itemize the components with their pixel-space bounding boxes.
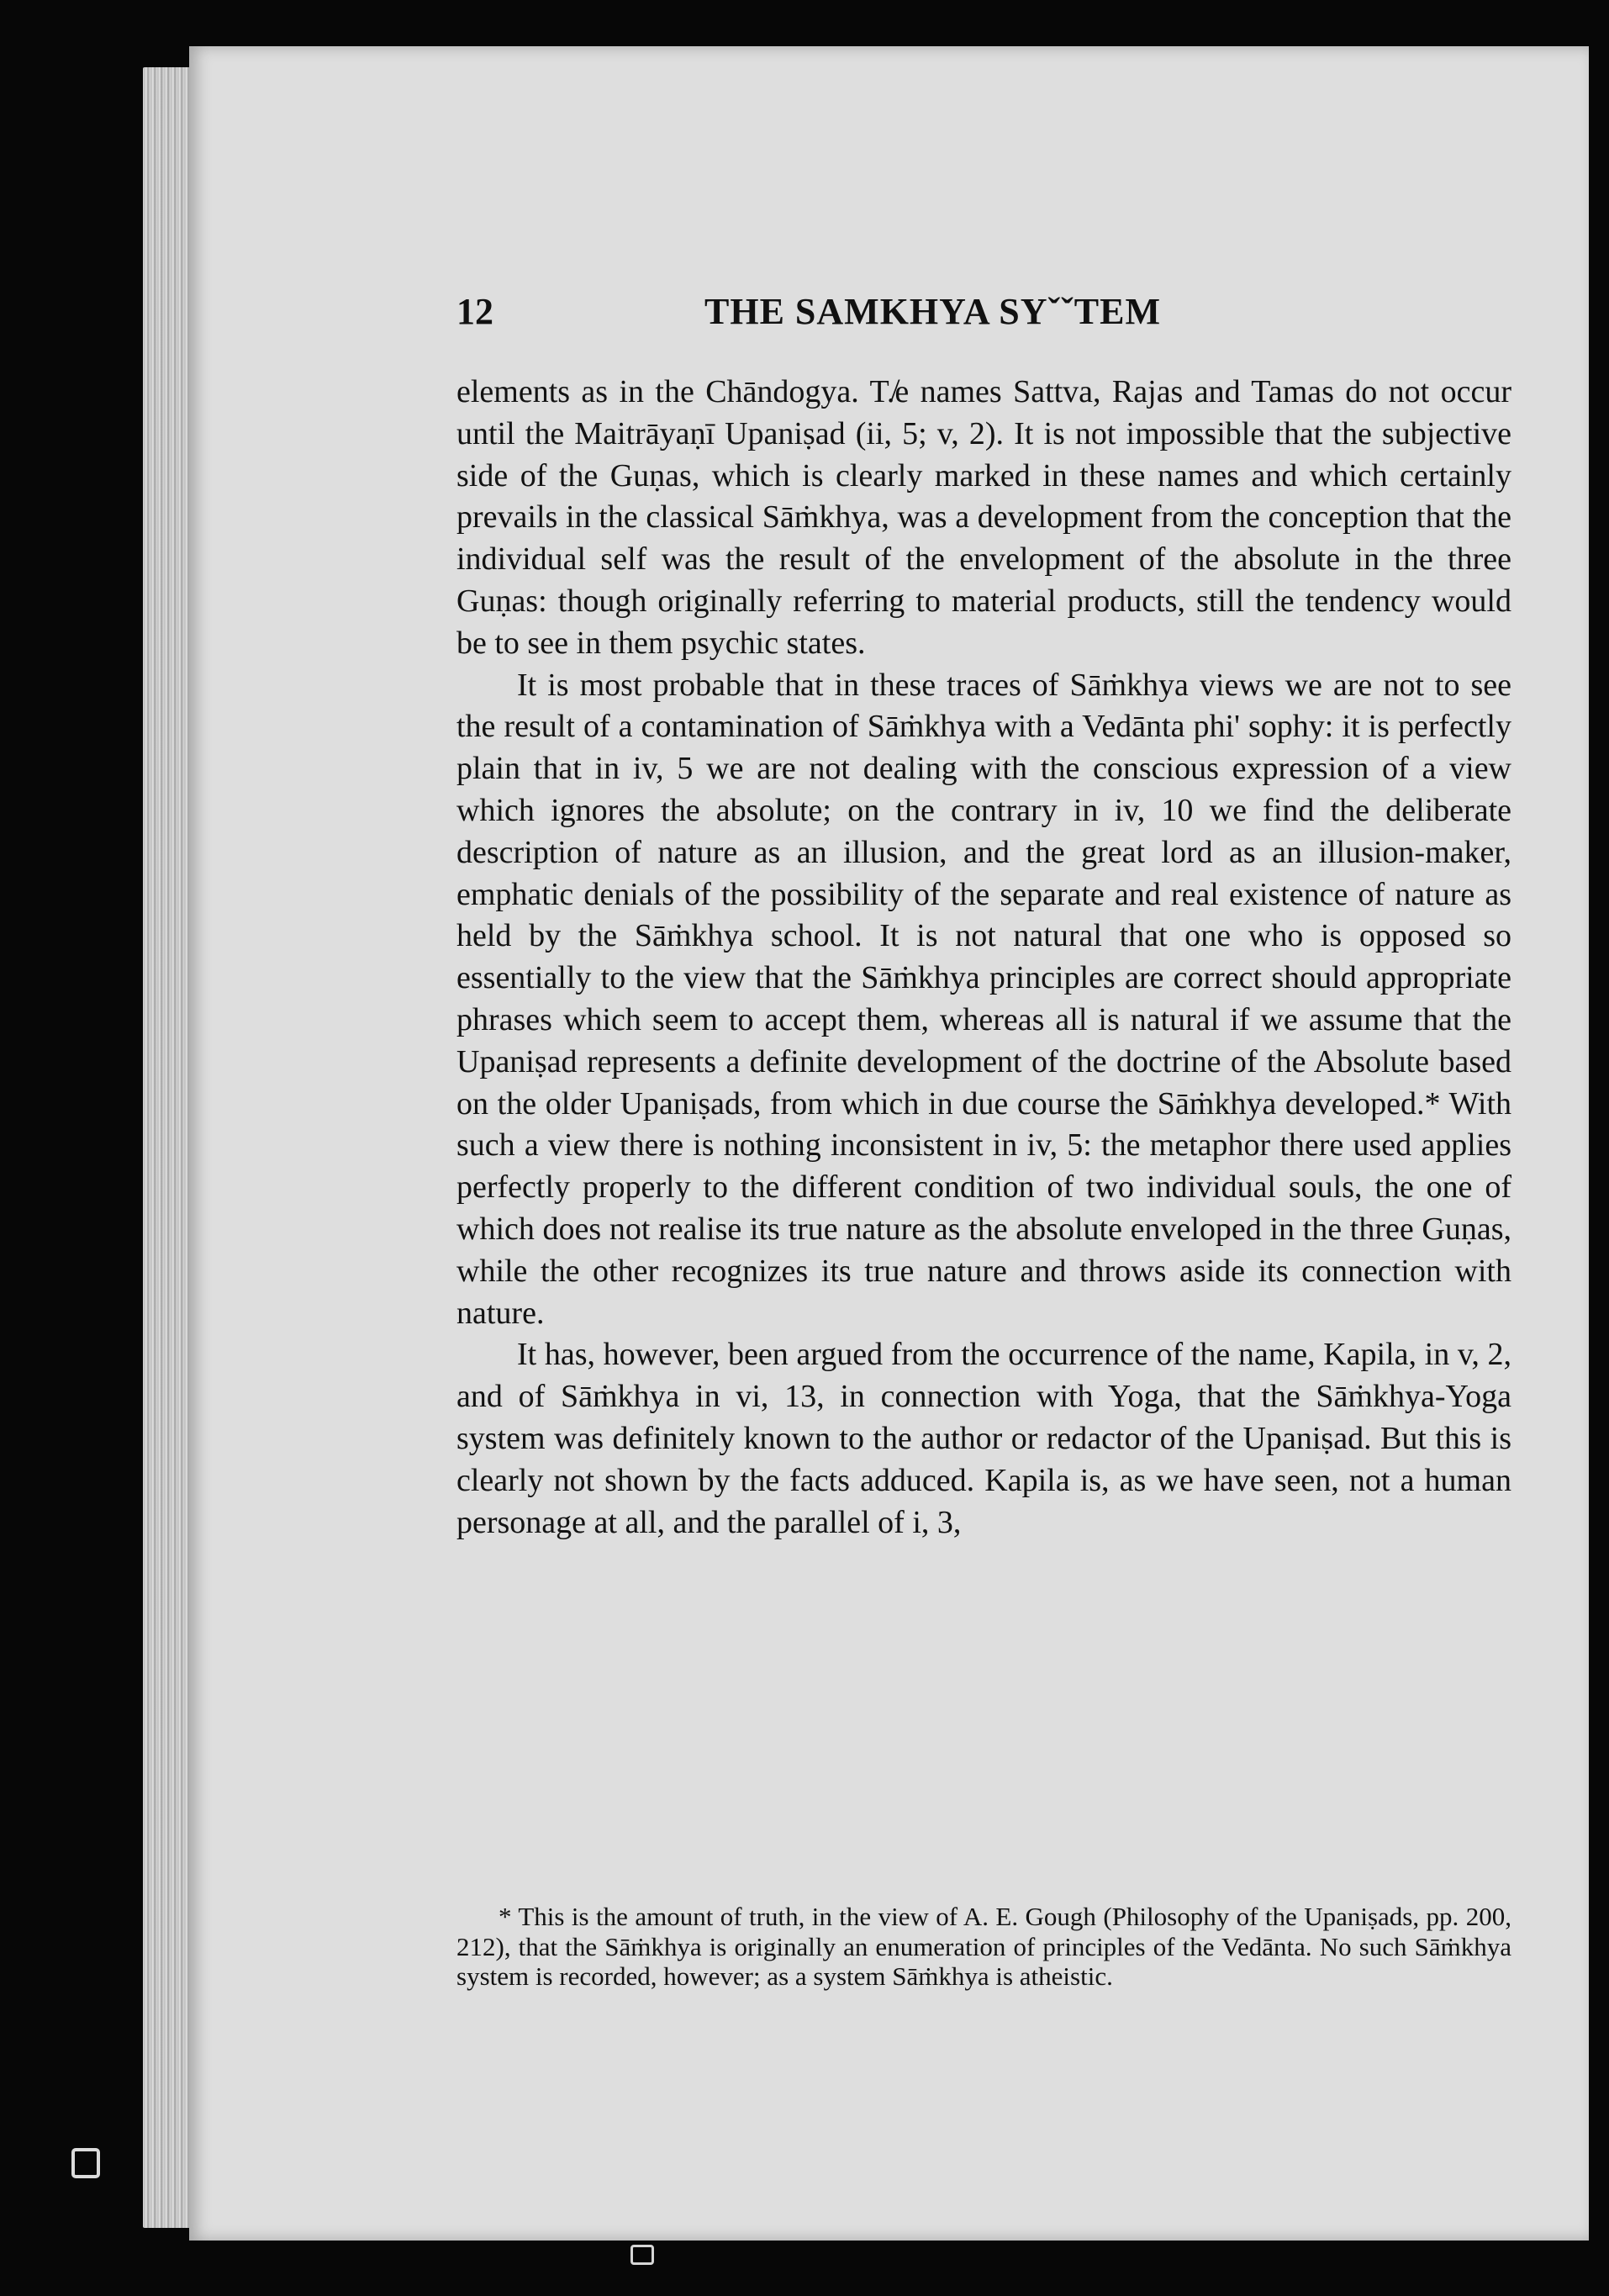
paragraph-2: It is most probable that in these traces of Sāṁkhya views we are not to see the result of a contamination of Sāṁkhya with a Vedānta phi' sophy: it is perfectly plain that in iv, 5 we are not dealing with the conscious expression of a view which ignores the absolute; on the contrary in iv, 10 we find the deliberate description of nature as an illusion, and the great lord as an illusion-maker, emphatic denials of the possibility of the separate and real existence of nature as held by the Sāṁkhya school. It is not natural that one who is opposed so essentially to the view that the Sāṁkhya principles are correct should appropriate phrases which seem to accept them, whereas all is natural if we assume that the Upaniṣad represents a definite development of the doctrine of the Absolute based on the older Upaniṣads, from which in due course the Sāṁkhya developed.* With such a view there is nothing inconsistent in iv, 5: the metaphor there used applies perfectly properly to the different condition of two individual souls, the one of which does not realise its true nature as the absolute enveloped in the three Guṇas, while the other recognizes its true nature and throws aside its connection with nature.	[456, 667, 1511, 1331]
scan-mark-icon	[630, 2245, 654, 2265]
paragraph-1: elements as in the Chāndogya. T.̸e names Sattva, Rajas and Tamas do not occur until the Maitrāyaṇī Upaniṣad (ii, 5; v, 2). It is not impossible that the subjective side of the Guṇas, which is clearly marked in these names and which certainly prevails in the classical Sāṁkhya, was a development from the conception that the individual self was the result of the envelopment of the absolute in the three Guṇas: though originally referring to material products, still the tendency would be to see in them psychic states.	[456, 374, 1511, 661]
paragraph-3: It has, however, been argued from the occurrence of the name, Kapila, in v, 2, and of Sāṁkhya in vi, 13, in connection with Yoga, that the Sāṁkhya-Yoga system was definitely known to the author or redactor of the Upaniṣad. But this is clearly not shown by the facts adduced. Kapila is, as we have seen, not a human personage at all, and the parallel of i, 3,	[456, 1337, 1511, 1540]
footnote	[456, 1902, 1511, 1992]
page-header	[267, 290, 1511, 349]
main-text	[456, 372, 1511, 1544]
running-title: THE SAMKHYA SYˇˇTEM	[704, 291, 1162, 332]
footnote-text: * This is the amount of truth, in the view of A. E. Gough (Philosophy of the Upaniṣads, pp. 200, 212), that the Sāṁkhya is originally an enumeration of principles of the Vedānta. No such Sāṁkhya system is recorded, however; as a system Sāṁkhya is atheistic.	[456, 1902, 1511, 1991]
scan-mark-icon	[71, 2148, 100, 2178]
page-edge-stack	[143, 67, 193, 2228]
page-number: 12	[456, 291, 493, 332]
